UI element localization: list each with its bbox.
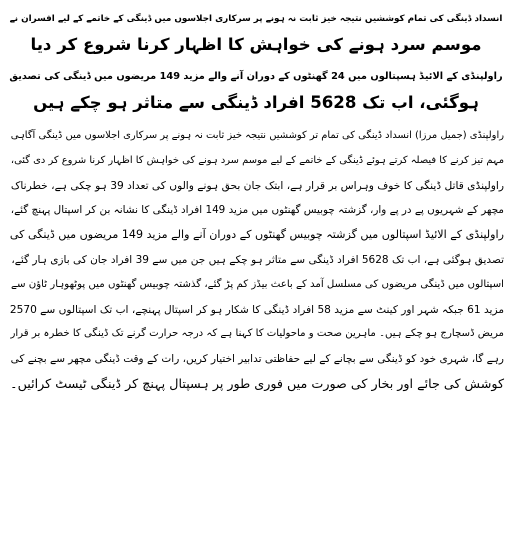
body-line: رہے گا، شہری خود کو ڈینگی سے بچانے کے لیے حفاظتی تدابیر اختیار کریں، رات کے وقت ڈینگی مچھر سے بچنے کی <box>10 353 504 366</box>
body-line: راولپنڈی کے الائیڈ اسپتالوں میں گزشتہ چوبیس گھنٹوں کے دوران آنے والے مزید 149 مریضوں میں ڈینگی کی <box>9 228 504 242</box>
body-line: مریض ڈسچارج ہو چکے ہیں۔ ماہرین صحت و ماحولیات کا کہنا ہے کہ درجہ حرارت گرنے تک ڈینگی کا خطرہ بر قرار <box>10 328 504 340</box>
body-line: مچھر کے شہریوں پے در پے وار، گزشتہ چوبیس گھنٹوں میں مزید 149 افراد ڈینگی کا نشانہ بن کر اسپتال پہنچ گئے، <box>10 204 504 217</box>
headline-2 <box>8 64 504 116</box>
body-line: تصدیق ہوگئی ہے، اب تک 5628 افراد ڈینگی سے متاثر ہو چکے ہیں جن میں سے 39 افراد جان کی بازی ہار گئے، <box>11 253 504 266</box>
body-line: راولپنڈی (جمیل مرزا) انسداد ڈینگی کی تمام تر کوششیں نتیجہ خیز ثابت نہ ہونے پر سرکاری اجلاسوں میں ڈینگی آگاہی <box>10 130 504 141</box>
headline-1 <box>8 6 504 58</box>
body-line: راولپنڈی قاتل ڈینگی کا خوف وہراس بر قرار ہے، ابتک جان بحق ہونے والوں کی تعداد 39 ہو چکی ہے، خطرناک <box>10 178 504 192</box>
headline-2-line-2: ہوگئی، اب تک 5628 افراد ڈینگی سے متاثر ہو چکے ہیں <box>33 93 479 112</box>
body-line: مزید 61 جبکہ شہر اور کینٹ سے مزید 58 افراد ڈینگی کا شکار ہو کر اسپتال پہنچے، اب تک اسپتالوں سے 2570 <box>9 303 504 316</box>
body-line-last: کوشش کی جائے اور بخار کی صورت میں فوری طور پر ہسپتال پہنچ کر ڈینگی ٹیسٹ کرائیں۔ <box>10 375 504 391</box>
headline-1-line-1: انسداد ڈینگی کی تمام کوششیں نتیجہ خیز ثابت نہ ہونے پر سرکاری اجلاسوں میں ڈینگی کے خاتمے کے لیے افسران نے <box>9 14 503 24</box>
headline-2-line-1: راولپنڈی کے الائیڈ ہسپتالوں میں 24 گھنٹوں کے دوران آنے والے مزید 149 مریضوں میں ڈینگی کی تصدیق <box>9 71 503 82</box>
body-line: مہم تیز کرنے کا فیصلہ کرتے ہوئے ڈینگی کے خاتمے کے لیے موسم سرد ہونے کی خواہش کا اظہار کرنا شروع کر دی گئی، <box>10 154 504 166</box>
headline-1-line-2: موسم سرد ہونے کی خواہش کا اظہار کرنا شروع کر دیا <box>30 35 482 54</box>
article-body <box>8 124 504 397</box>
body-line: اسپتالوں میں ڈینگی مریضوں کی مسلسل آمد کے باعث بیڈز کم پڑ گئے، گذشتہ چوبیس گھنٹوں میں پوٹھوہار ٹاؤن سے <box>10 278 504 290</box>
